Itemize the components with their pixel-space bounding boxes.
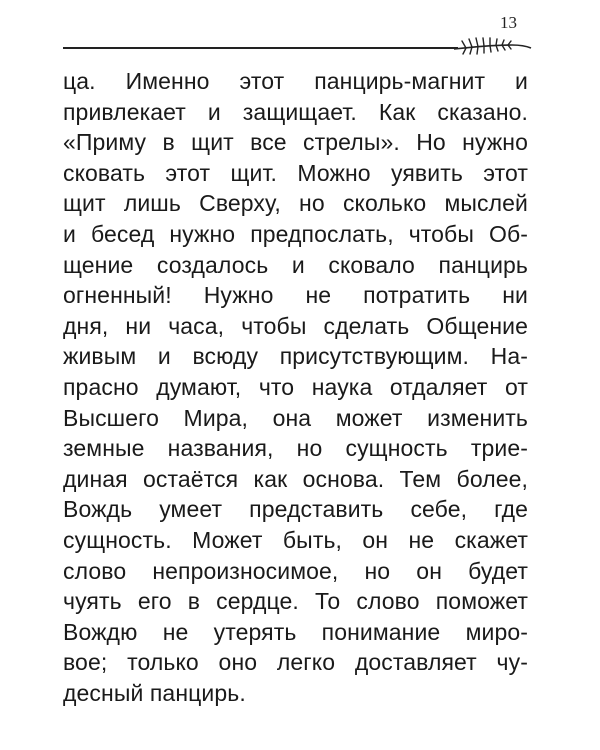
text-line: диная остаётся как основа. Тем более, [63,465,528,492]
text-line: Высшего Мира, она может изменить [63,404,528,431]
text-line: и бесед нужно предпослать, чтобы Об- [63,220,528,247]
text-line: живым и всюду присутствующим. На- [63,343,528,370]
text-line: дня, ни часа, чтобы сделать Общение [63,312,528,339]
text-line: Вождю не утерять понимание миро- [63,618,528,645]
text-line: щение создалось и сковало панцирь [63,251,528,278]
text-line: «Приму в щит все стрелы». Но нужно [63,129,528,156]
text-line: огненный! Нужно не потратить ни [63,282,528,309]
text-line: ца. Именно этот панцирь-магнит и [63,68,528,94]
text-line: прасно думают, что наука отдаляет от [63,373,528,400]
text-line: сущность. Может быть, он не скажет [63,526,528,553]
text-line: Вождь умеет представить себе, где [63,496,528,523]
text-line: щит лишь Сверху, но сколько мыслей [63,190,528,217]
text-line: сковать этот щит. Можно уявить этот [63,159,528,186]
text-line: чуять его в сердце. То слово поможет [63,588,528,615]
fern-leaf-icon [452,34,532,58]
text-line: вое; только оно легко доставляет чу- [63,649,528,676]
page-number: 13 [500,13,517,32]
header-rule [63,47,458,49]
text-line: десный панцирь. [63,679,246,706]
text-line: привлекает и защищает. Как сказано. [63,98,528,125]
text-line: слово непроизносимое, но он будет [63,557,528,584]
body-text [63,66,528,708]
text-line: земные названия, но сущность трие- [63,435,528,462]
